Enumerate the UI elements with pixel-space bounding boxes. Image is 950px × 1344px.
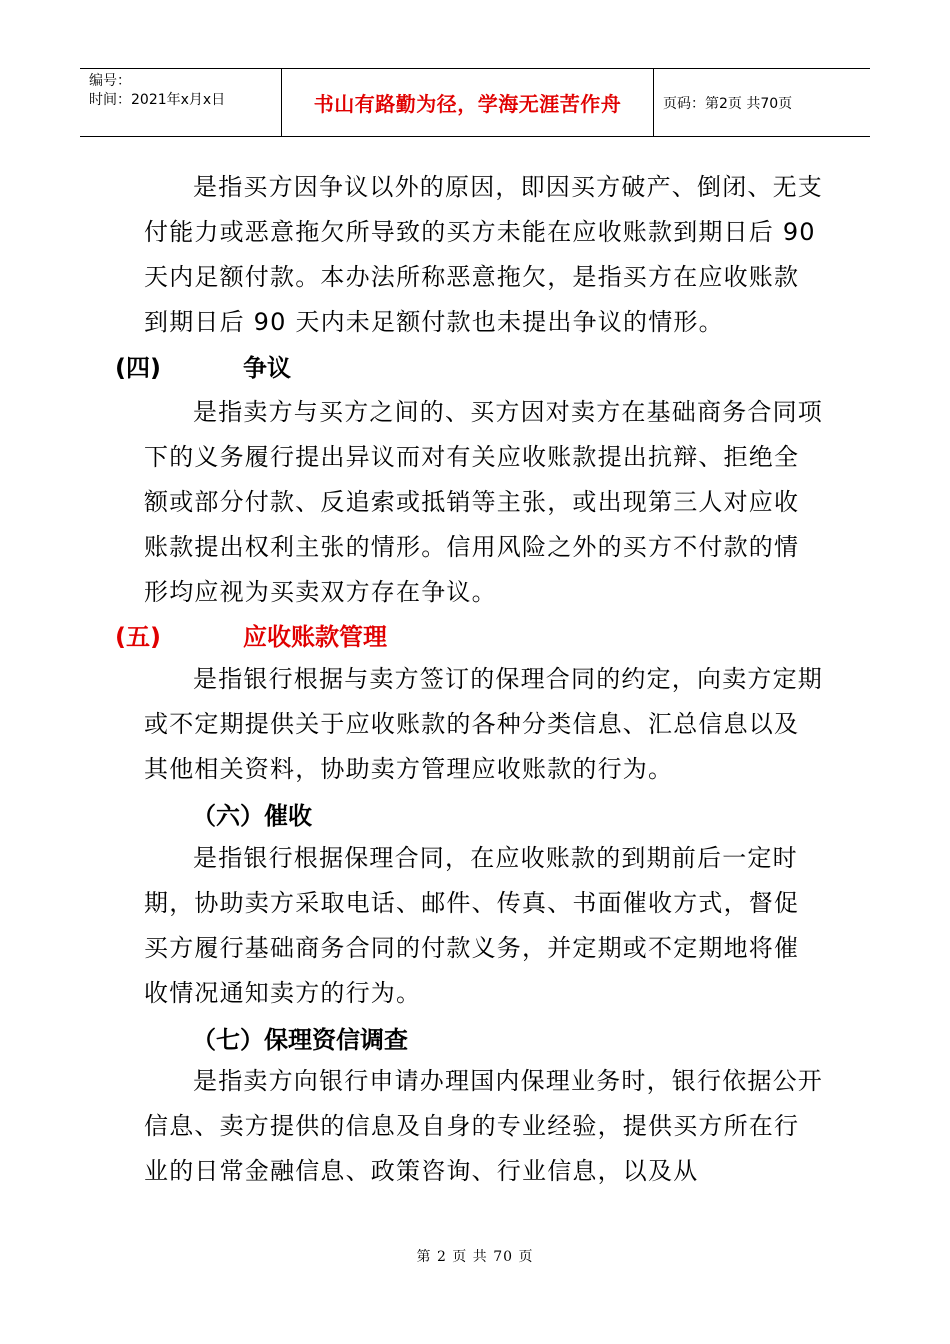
section-number: (四) [115, 354, 161, 382]
header-number-label: 编号： [89, 73, 131, 89]
paragraph-1 [144, 165, 824, 345]
paragraph-text: 是指买方因争议以外的原因，即因买方破产、倒闭、无支付能力或恶意拖欠所导致的买方未能在应收账款到期日后 90 天内足额付款。本办法所称恶意拖欠，是指买方在应收账款到期日后 90 天内未足额付款也未提出争议的情形。 [144, 173, 823, 336]
section-heading-5 [115, 617, 387, 652]
paragraph-text: 是指卖方向银行申请办理国内保理业务时，银行依据公开信息、卖方提供的信息及自身的专业经验，提供买方所在行业的日常金融信息、政策咨询、行业信息，以及从 [144, 1067, 823, 1185]
section-heading-4 [115, 348, 291, 383]
section-number: (五) [115, 623, 161, 651]
header-time-label: 时间：2021年x月x日 [89, 92, 226, 108]
section-heading-7: （七）保理资信调查 [192, 1026, 408, 1054]
paragraph-4 [144, 836, 824, 1016]
paragraph-2 [144, 390, 824, 615]
page-header [80, 68, 870, 137]
section-heading-6: （六）催收 [192, 802, 312, 830]
header-page-info: 页码：第2页 共70页 [663, 95, 793, 112]
paragraph-3 [144, 657, 824, 792]
header-motto: 书山有路勤为径，学海无涯苦作舟 [282, 69, 654, 136]
section-title: 应收账款管理 [243, 623, 387, 651]
page-footer: 第 2 页 共 70 页 [416, 1249, 534, 1265]
paragraph-5 [144, 1059, 824, 1194]
paragraph-text: 是指银行根据与卖方签订的保理合同的约定，向卖方定期或不定期提供关于应收账款的各种分类信息、汇总信息以及其他相关资料，协助卖方管理应收账款的行为。 [144, 665, 823, 783]
paragraph-text: 是指卖方与买方之间的、买方因对卖方在基础商务合同项下的义务履行提出异议而对有关应收账款提出抗辩、拒绝全额或部分付款、反追索或抵销等主张，或出现第三人对应收账款提出权利主张的情形。信用风险之外的买方不付款的情形均应视为买卖双方存在争议。 [144, 398, 823, 606]
header-meta [80, 69, 282, 136]
paragraph-text: 是指银行根据保理合同，在应收账款的到期前后一定时期，协助卖方采取电话、邮件、传真、书面催收方式，督促买方履行基础商务合同的付款义务，并定期或不定期地将催收情况通知卖方的行为。 [144, 844, 800, 1007]
section-title: 争议 [243, 354, 291, 382]
